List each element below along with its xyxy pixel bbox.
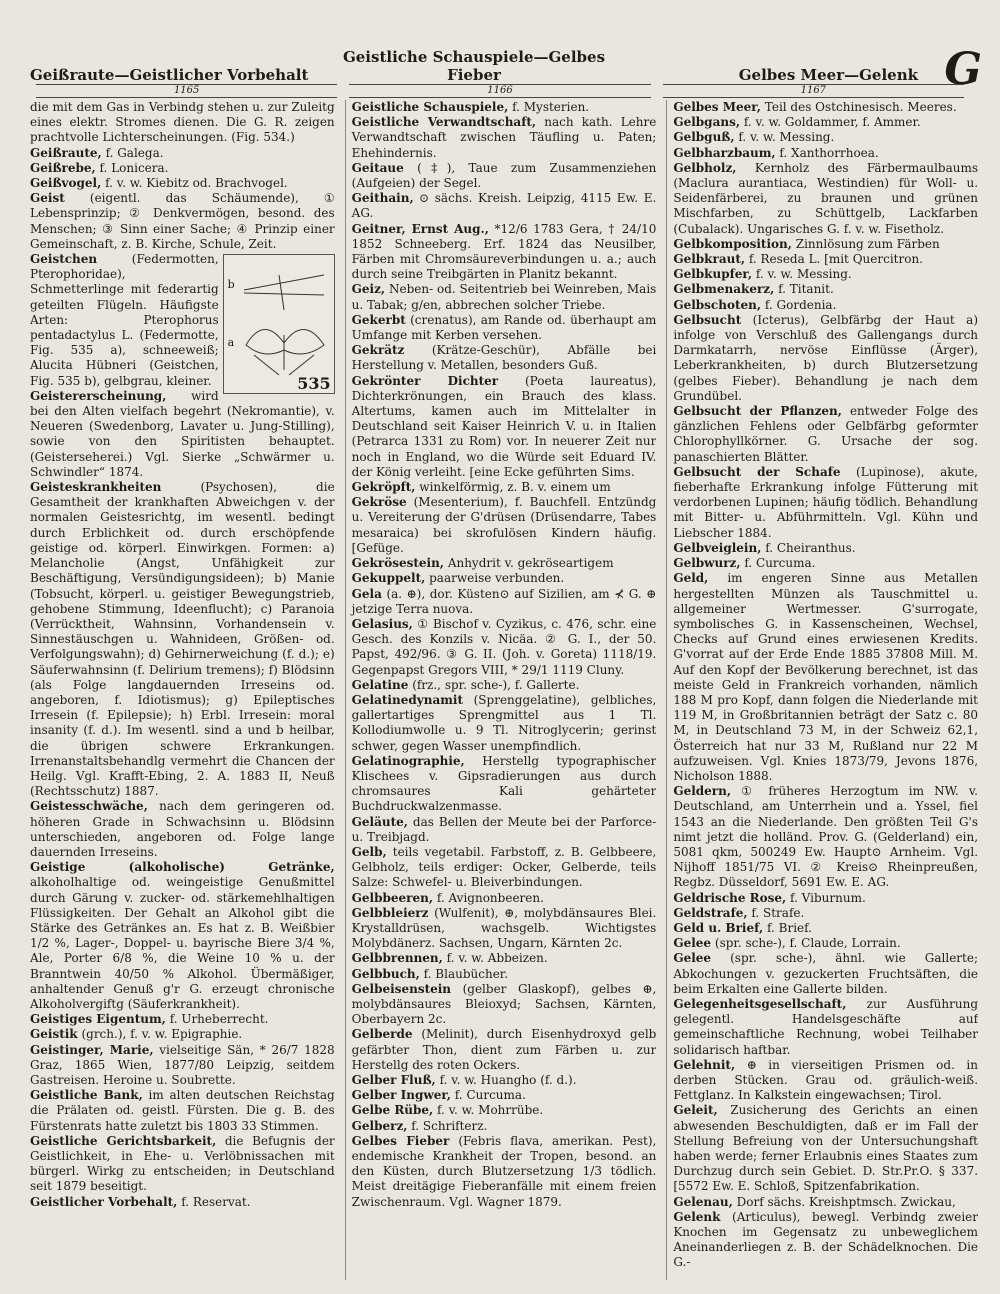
- moth-illustration: [224, 255, 334, 393]
- dictionary-entry: [30, 1043, 335, 1089]
- page-number-left: 1165: [36, 84, 337, 98]
- entry-text: (Sprenggelatine), gelbliches, gallertartiges Sprengmittel aus 1 Tl. Kollodiumwolle u. 9 Tl. Nitroglycerin; gerinst schwer, gegen Wasser unempfindlich.: [351, 692, 657, 753]
- entry-headword: Geißvogel,: [30, 176, 102, 191]
- dictionary-entry: [673, 556, 978, 571]
- entry-text: f. Lonicera.: [99, 160, 169, 175]
- page-number-right: 1167: [663, 84, 964, 98]
- entry-headword: Geistiges Eigentum,: [30, 1012, 166, 1027]
- entry-text: (Icterus), Gelbfärbg der Haut a) infolge von Verschluß des Gallengangs durch Darmkatarrh, nervöse Einflüsse (Ärger), Leberkrankheiten, b) durch Blutzersetzung (gelbes Fieber). Behandlung je nach dem Grundübel.: [673, 312, 979, 403]
- entry-headword: Geitaue: [351, 160, 404, 175]
- entry-text: (a. ⊕), dor. Küsten⊙ auf Sizilien, am ⊀ G. ⊕ jetzige Terra nuova.: [351, 586, 657, 616]
- dictionary-entry: [673, 237, 978, 252]
- figure-number: 535: [297, 373, 331, 393]
- entry-headword: Gelbholz,: [673, 160, 737, 175]
- entry-text: (Wulfenit), ⊕, molybdänsaures Blei. Krystalldrüsen, wachsgelb. Wichtigstes Molybdänerz. Sachsen, Ungarn, Kärnten 2c.: [351, 905, 657, 951]
- entry-headword: Gelbkupfer,: [673, 267, 753, 282]
- dictionary-entry: [673, 1195, 978, 1210]
- dictionary-entry: [673, 1103, 978, 1194]
- entry-text: f. Schrifterz.: [411, 1118, 488, 1133]
- dictionary-entry: [352, 617, 657, 678]
- entry-text: f. v. w. Mohrrübe.: [437, 1103, 544, 1118]
- dictionary-entry: [352, 845, 657, 891]
- entry-headword: Gelbbleierz: [351, 905, 429, 920]
- entry-headword: Gelatinographie,: [351, 753, 465, 768]
- entry-text: vielseitige Sän, * 26/7 1828 Graz, 1865 Wien, 1877/80 Leipzig, seitdem Gastreisen. Heroine u. Soubrette.: [30, 1042, 335, 1087]
- entry-headword: Gelbmenakerz,: [673, 282, 775, 297]
- entry-headword: Gelegenheitsgesellschaft,: [673, 996, 847, 1011]
- entry-text: f. Titanit.: [778, 282, 834, 297]
- entry-headword: Gelbwurz,: [673, 556, 741, 571]
- page-number-rule: [30, 84, 970, 98]
- entry-text: f. Blaubücher.: [423, 966, 509, 981]
- dictionary-entry: [30, 252, 335, 393]
- dictionary-entry: [673, 465, 978, 541]
- entry-headword: Gela: [351, 586, 382, 601]
- entry-headword: Gelehnit,: [673, 1057, 736, 1072]
- entry-headword: Gelbbeeren,: [351, 890, 434, 905]
- entry-text: f. Gordenia.: [764, 297, 837, 312]
- entry-headword: Geistesschwäche,: [30, 799, 148, 814]
- entry-text: f. v. w. Goldammer, f. Ammer.: [743, 115, 921, 130]
- entry-text: (Psychosen), die Gesamtheit der krankhaften Abweichgen v. der normalen Geistesrichtg, im wesentl. bedingt durch Erblichkeit od. durch erschöpfende geistige od. körperl. Einwirkgen. Formen: a) Melancholie (Angst, Unfähigkeit zur Beschäftigung, Versündigungsideen); b) Manie (Tobsucht, körperl. u. geistiger Bewegungstrieb, gehobene Stimmung, Ideenflucht); c) Paranoia (Verrücktheit, Wahnsinn, Vorhandensein v. Sinnestäuschgen u. Wahnideen, Größen- od. Verfolgungswahn); d) Gehirnerweichung (f. d.); e) Säuferwahnsinn (f. Delirium tremens); f) Blödsinn (als Folge langdauernden Irreseins od. angeboren, f. Idiotismus); g) Epileptisches Irresein (f. Epilepsie); h) Erbl. Irresein: moral insanity (f. d.). Im wesentl. sind a und b heilbar, die übrigen schwere Erkrankungen. Irrenanstaltsbehandlg vermehrt die Chancen der Heilg. Vgl. Krafft-Ebing, 2. A. 1883 II, Neuß (Rechtsschutz) 1887.: [30, 480, 335, 799]
- entry-headword: Gelbgans,: [673, 115, 740, 130]
- entry-text: (Articulus), bewegl. Verbindg zweier Knochen im Gegensatz zu unbeweglichem Aneinanderliegen z. B. der Schädelknochen. Die G.-: [673, 1209, 979, 1270]
- entry-text: paarweise verbunden.: [429, 571, 565, 586]
- entry-text: f. Curcuma.: [454, 1088, 526, 1103]
- dictionary-entry: [30, 799, 335, 860]
- entry-headword: Geläute,: [351, 814, 408, 829]
- dictionary-entry: [352, 1027, 657, 1073]
- entry-text: f. Reservat.: [181, 1194, 251, 1209]
- dictionary-entry: [352, 754, 657, 815]
- dictionary-entry: [352, 115, 657, 161]
- entry-headword: Geleit,: [673, 1103, 718, 1118]
- entry-headword: Geistlicher Vorbehalt,: [30, 1194, 178, 1209]
- dictionary-entry: [673, 1210, 978, 1271]
- entry-text: ① Bischof v. Cyzikus, c. 476, schr. eine Gesch. des Konzils v. Nicäa. ② G. I., der 50. Papst, 492/96. ③ G. II. (Joh. v. Goreta) 1118/19. Gegenpapst Gregors VIII, * 29/1 1119 Cluny.: [351, 616, 657, 677]
- dictionary-entry: [352, 1119, 657, 1134]
- entry-text: f. Strafe.: [751, 905, 805, 920]
- entry-text: (grch.), f. v. w. Epigraphie.: [81, 1027, 243, 1042]
- dictionary-entry: [352, 100, 657, 115]
- entry-headword: Gelberde: [351, 1027, 413, 1042]
- entry-headword: Geistliche Bank,: [30, 1088, 143, 1103]
- entry-headword: Gelbsucht der Schafe: [673, 464, 841, 479]
- entry-headword: Geist: [30, 191, 65, 206]
- entry-headword: Geistererscheinung,: [30, 388, 167, 403]
- dictionary-entry: [352, 678, 657, 693]
- entry-text: (Febris flava, amerikan. Pest), endemische Krankheit der Tropen, besond. an den Küsten, durch Blutzersetzung 1/3 tödlich. Meist dreitägige Fieberanfälle mit einem freien Zwischenraum. Vgl. Wagner 1879.: [351, 1133, 657, 1209]
- entry-text: zur Ausführung gelegentl. Handelsgeschäfte auf gemeinschaftliche Rechnung, wobei Teilhaber solidarisch haftbar.: [673, 996, 979, 1057]
- entry-text: wird bei den Alten vielfach begehrt (Nekromantie), v. Neueren (Swedenborg, Lavater u. Jung-Stilling), sowie von den Spiritisten behauptet. (Geisterseherei.) Vgl. Sierke „Schwärmer u. Schwindler“ 1874.: [30, 388, 335, 479]
- entry-text: f. Reseda L. [mit Quercitron.: [748, 252, 923, 267]
- dictionary-entry: [30, 191, 335, 252]
- entry-text: *12/6 1783 Gera, † 24/10 1852 Schneeberg. Erf. 1824 das Neusilber, Färben mit Chromsäureverbindungen u. a.; auch durch seine Treibgärten in Planitz bekannt.: [351, 221, 657, 282]
- entry-headword: Gekröpft,: [351, 480, 416, 495]
- entry-text: f. v. w. Messing.: [755, 267, 852, 282]
- entry-headword: Gelbbuch,: [351, 966, 420, 981]
- entry-headword: Gelbschoten,: [673, 297, 762, 312]
- entry-headword: Gelbes Meer,: [673, 100, 761, 114]
- entry-text: (gelber Glaskopf), gelbes ⊕, molybdänsaures Bleioxyd; Sachsen, Kärnten, Oberbayern 2c.: [351, 981, 657, 1027]
- entry-headword: Gelbguß,: [673, 130, 735, 145]
- entry-headword: Geldrische Rose,: [673, 890, 787, 905]
- entry-headword: Gelatine: [351, 677, 409, 692]
- entry-text: f. Cheiranthus.: [765, 540, 856, 555]
- entry-text: ⊙ sächs. Kreish. Leipzig, 4115 Ew. E. AG.: [351, 191, 657, 221]
- entry-headword: Geißrebe,: [30, 160, 96, 175]
- entry-headword: Geitner, Ernst Aug.,: [351, 221, 489, 236]
- dictionary-entry: [673, 313, 978, 404]
- entry-text: f. Avignonbeeren.: [436, 890, 544, 905]
- entry-headword: Geldstrafe,: [673, 905, 748, 920]
- entry-text: f. v. w. Kiebitz od. Brachvogel.: [105, 176, 288, 191]
- dictionary-entry: [352, 815, 657, 845]
- entry-text: nach dem geringeren od. höheren Grade in Schwachsinn u. Blödsinn unterschieden, angeboren od. Folge lange dauernden Irreseins.: [30, 799, 335, 859]
- entry-text: f. v. w. Messing.: [738, 130, 835, 145]
- dictionary-entry: [30, 100, 335, 146]
- entry-headword: Gekuppelt,: [351, 571, 426, 586]
- entry-text: f. Curcuma.: [744, 556, 816, 571]
- entry-text: (frz., spr. sche-), f. Gallerte.: [412, 677, 580, 692]
- dictionary-entry: [673, 115, 978, 130]
- entry-headword: Geistliche Gerichtsbarkeit,: [30, 1133, 217, 1148]
- entry-text: ① früheres Herzogtum im NW. v. Deutschland, am Unterrhein und a. Yssel, fiel 1543 an die Niederlande. Den größten Teil G's nimt jetzt die holländ. Prov. G. (Gelderland) ein, 5081 qkm, 500249 Ew. Haupt⊙ Arnheim. Vgl. Nijhoff 1851/75 VI. ② Kreis⊙ Rheinpreußen, Regbz. Düsseldorf, 5691 Ew. E. AG.: [673, 784, 979, 890]
- dictionary-entry: [30, 1195, 335, 1210]
- figure-label-b: b: [227, 278, 235, 292]
- dictionary-entry: [30, 1134, 335, 1195]
- entry-text: ⊕ in vierseitigen Prismen od. in derben Stücken. Grau od. gräulich-weiß. Fettglanz. In Kalkstein eingewachsen; Tirol.: [673, 1057, 979, 1103]
- entry-text: (Mesenterium), f. Bauchfell. Entzündg u. Vereiterung der G'drüsen (Drüsendarre, Tabes mesaraica) bei skrofulösen Kindern häufig. [Gefüge.: [351, 495, 657, 555]
- entry-headword: Gelenau,: [673, 1194, 733, 1209]
- entry-headword: Geldern,: [673, 784, 732, 799]
- entry-headword: Gelee: [673, 951, 712, 966]
- column-middle: [345, 100, 657, 1280]
- dictionary-entry: [30, 1088, 335, 1134]
- entry-text: f. Urheberrecht.: [169, 1012, 269, 1027]
- entry-text: f. Mysterien.: [512, 100, 590, 114]
- dictionary-entry: [673, 936, 978, 951]
- entry-headword: Geithain,: [351, 191, 414, 206]
- header-center: Geistliche Schauspiele—Gelbes Fieber: [342, 48, 606, 84]
- dictionary-entry: [352, 693, 657, 754]
- entry-text: f. Galega.: [105, 145, 164, 160]
- entry-text: (Lupinose), akute, fieberhafte Erkrankung infolge Fütterung mit verdorbenen Lupinen; häufig tödlich. Behandlung mit Bitter- u. Abführmitteln. Vgl. Kühn und Liebscher 1884.: [673, 464, 979, 540]
- entry-text: (spr. sche-), f. Claude, Lorrain.: [714, 936, 901, 951]
- dictionary-entry: [673, 252, 978, 267]
- figure-label-a: a: [227, 336, 235, 350]
- dictionary-entry: [673, 282, 978, 297]
- entry-headword: Geistchen: [30, 252, 98, 267]
- dictionary-entry: [352, 161, 657, 191]
- entry-headword: Gelenk: [673, 1209, 721, 1224]
- entry-text: Teil des Ostchinesisch. Meeres.: [764, 100, 957, 114]
- page-number-center: 1166: [349, 84, 650, 98]
- entry-text: f. Brief.: [767, 920, 812, 935]
- dictionary-entry: [30, 161, 335, 176]
- entry-text: Zinnlösung zum Färben: [795, 236, 940, 251]
- entry-headword: Gekrösestein,: [351, 556, 444, 571]
- dictionary-entry: [352, 967, 657, 982]
- dictionary-entry: [352, 374, 657, 480]
- entry-text: (Melinit), durch Eisenhydroxyd gelb gefärbter Thon, dient zum Färben u. zur Herstellg des roten Ockers.: [351, 1027, 657, 1072]
- entry-text: im alten deutschen Reichstag die Prälaten od. geistl. Fürsten. Die g. B. des Fürstenrats hatte zuletzt bis 1803 33 Stimmen.: [30, 1088, 335, 1133]
- entry-headword: Geistige (alkoholische) Getränke,: [30, 860, 335, 875]
- entry-text: Dorf sächs. Kreishptmsch. Zwickau,: [736, 1194, 956, 1209]
- dictionary-entry: [352, 1103, 657, 1118]
- dictionary-entry: [352, 495, 657, 556]
- dictionary-entry: [352, 343, 657, 373]
- entry-text: entweder Folge des gänzlichen Fehlens oder Gelbfärbg geformter Chlorophyllkörner. G. Ursache der sog. panaschierten Blätter.: [673, 404, 979, 464]
- dictionary-entry: [673, 267, 978, 282]
- section-letter: G: [944, 44, 982, 95]
- moth-figure: [223, 254, 335, 394]
- entry-text: Kernholz des Färbermaulbaums (Maclura aurantiaca, Westindien) für Woll- u. Seidenfärberei, zu braunen und grünen Mischfarben, zu Schüttgelb, Lackfarben (Cubalack). Ungarisches G. f. v. w. Fisetholz.: [673, 160, 979, 236]
- dictionary-entry: [673, 130, 978, 145]
- entry-text: die mit dem Gas in Verbindg stehen u. zur Zuleitg eines elektr. Stromes dienen. Die G. R. zeigen prachtvolle Lichterscheinungen. (Fig. 534.): [30, 100, 335, 145]
- entry-text: f. Viburnum.: [790, 890, 866, 905]
- dictionary-entry: [30, 389, 335, 480]
- dictionary-entry: [352, 480, 657, 495]
- entry-headword: Gelatinedynamit: [351, 692, 464, 707]
- entry-text: die Befugnis der Geistlichkeit, in Ehe- u. Verlöbnissachen mit bürgerl. Wirkg zu entscheiden; in Deutschland seit 1879 beseitigt.: [30, 1133, 335, 1194]
- dictionary-entry: [352, 587, 657, 617]
- entry-headword: Gelbbrennen,: [351, 951, 443, 966]
- dictionary-entry: [673, 404, 978, 465]
- dictionary-entry: [673, 571, 978, 784]
- entry-headword: Geiz,: [351, 282, 386, 297]
- dictionary-entry: [673, 784, 978, 890]
- header-left: Geißraute—Geistlicher Vorbehalt: [30, 66, 309, 84]
- entry-headword: Gelber Ingwer,: [351, 1088, 451, 1103]
- dictionary-entry: [673, 541, 978, 556]
- dictionary-entry: [673, 298, 978, 313]
- entry-headword: Geißraute,: [30, 145, 102, 160]
- entry-headword: Gekrönter Dichter: [351, 373, 499, 388]
- entry-headword: Gelbeisenstein: [351, 981, 452, 996]
- entry-text: Herstellg typographischer Klischees v. Gipsradierungen aus durch chromsaures Kali gehärteter Buchdruckwalzenmasse.: [351, 753, 657, 814]
- dictionary-entry: [352, 282, 657, 312]
- dictionary-entry: [352, 222, 657, 283]
- entry-headword: Gelberz,: [351, 1118, 408, 1133]
- dictionary-entry: [352, 1134, 657, 1210]
- dictionary-entry: [352, 556, 657, 571]
- entry-text: Zusicherung des Gerichts an einen abwesenden Beschuldigten, daß er im Fall der Stellung Befreiung von der Untersuchungshaft haben werde; ferner Erlaubnis eines Staates zum Durchzug durch sein Gebiet. D. Str.Pr.O. § 337. [5572 Ew. E. Schloß, Spitzenfabrikation.: [673, 1103, 979, 1194]
- entry-headword: Gelbes Fieber: [351, 1133, 450, 1148]
- entry-headword: Gelbkraut,: [673, 252, 746, 267]
- entry-text: (crenatus), am Rande od. überhaupt am Umfange mit Kerben versehen.: [351, 312, 657, 343]
- dictionary-entry: [352, 571, 657, 586]
- entry-text: im engeren Sinne aus Metallen hergestellten Münzen als Tauschmittel u. allgemeiner Wertmesser. G'surrogate, symbolisches G. in Kassenscheinen, Wechsel, Checks auf Grund eines erwiesenen Kredits. G'vorrat auf der Erde Ende 1885 37808 Mill. M. Auf den Kopf der Bevölkerung berechnet, ist das meiste Geld in Frankreich vorhanden, nämlich 188 M pro Kopf, dann folgen die Niederlande mit 119 M, in Großbritannien beträgt der Satz c. 80 M, in Deutschland 73 M, in der Schweiz 62,1, Österreich hat nur 33 M, Rußland nur 22 M aufzuweisen. Vgl. Knies 1873/79, Jevons 1876, Nicholson 1888.: [673, 571, 979, 783]
- dictionary-entry: [30, 146, 335, 161]
- entry-headword: Geistliche Verwandtschaft,: [351, 115, 537, 130]
- entry-text: teils vegetabil. Farbstoff, z. B. Gelbbeere, Gelbholz, teils erdiger: Ocker, Gelberde, teils Salze: Schwefel- u. Bleiverbindungen.: [351, 844, 657, 890]
- entry-headword: Gekerbt: [351, 312, 406, 327]
- dictionary-entry: [352, 906, 657, 952]
- entry-text: Neben- od. Seitentrieb bei Weinreben, Mais u. Tabak; g/en, abbrechen solcher Triebe.: [351, 282, 657, 312]
- entry-headword: Geistinger, Marie,: [30, 1042, 154, 1057]
- running-header: [30, 48, 970, 84]
- dictionary-entry: [352, 313, 657, 343]
- entry-headword: Gelbveiglein,: [673, 540, 762, 555]
- entry-headword: Gelbsucht der Pflanzen,: [673, 404, 842, 419]
- dictionary-entry: [30, 860, 335, 1012]
- dictionary-entry: [30, 176, 335, 191]
- dictionary-entry: [352, 191, 657, 221]
- entry-headword: Gelb,: [351, 844, 387, 859]
- entry-text: (eigentl. das Schäumende), ① Lebensprinzip; ② Denkvermögen, besond. des Menschen; ③ Sinn einer Sache; ④ Prinzip einer Gemeinschaft, z. B. Kirche, Schule, Zeit.: [30, 191, 335, 251]
- dictionary-entry: [673, 951, 978, 997]
- dictionary-entry: [30, 480, 335, 799]
- entry-text: f. Xanthorrhoea.: [779, 145, 879, 160]
- entry-headword: Gelbharzbaum,: [673, 145, 776, 160]
- entry-headword: Geistik: [30, 1027, 78, 1042]
- entry-headword: Geld u. Brief,: [673, 920, 764, 935]
- columns: [30, 100, 978, 1280]
- dictionary-entry: [673, 906, 978, 921]
- entry-text: Anhydrit v. gekröseartigem: [447, 556, 614, 571]
- entry-text: (Poeta laureatus), Dichterkrönungen, ein Brauch des klass. Altertums, kamen auch im Mittelalter in Deutschland seit Kaiser Heinrich V. u. in Italien (Petrarca 1331 zu Rom) vor. In neuerer Zeit nur noch in England, wo die Würde seit Eduard IV. der König verleiht. [eine Ecke geführten Sims.: [351, 373, 657, 479]
- entry-text: winkelförmig, z. B. v. einem um: [419, 480, 611, 495]
- entry-headword: Geistliche Schauspiele,: [351, 100, 509, 114]
- dictionary-entry: [352, 891, 657, 906]
- dictionary-entry: [352, 951, 657, 966]
- dictionary-entry: [673, 921, 978, 936]
- dictionary-entry: [673, 891, 978, 906]
- entry-headword: Gelbe Rübe,: [351, 1103, 434, 1118]
- entry-text: alkoholhaltige od. weingeistige Genußmittel durch Gärung v. zucker- od. stärkemehlhaltigen Flüssigkeiten. Der Gehalt an Alkohol gibt die Stärke des Getränkes an. Es hat z. B. Weißbier 1/2 %, Lager-, Doppel- u. bayrische Biere 3/4 %, Ale, Porter 6/8 %, die Weine 10 % u. der Branntwein 40/50 % Alkohol. Übermäßiger, anhaltender Genuß g'r G. erzeugt chronische Alkoholvergiftg (Säuferkrankheit).: [30, 875, 335, 1011]
- dictionary-entry: [673, 146, 978, 161]
- dictionary-entry: [673, 997, 978, 1058]
- entry-headword: Gekröse: [351, 495, 407, 510]
- entry-text: das Bellen der Meute bei der Parforce- u. Treibjagd.: [351, 814, 657, 844]
- entry-text: (spr. sche-), ähnl. wie Gallerte; Abkochungen v. gezuckerten Fruchtsäften, die beim Erkalten eine Gallerte bilden.: [673, 951, 979, 996]
- dictionary-entry: [673, 1058, 978, 1104]
- header-right: Gelbes Meer—Gelenk: [738, 66, 918, 84]
- entry-text: f. v. w. Abbeizen.: [446, 951, 548, 966]
- dictionary-entry: [30, 1012, 335, 1027]
- dictionary-entry: [30, 1027, 335, 1042]
- entry-text: (‡), Taue zum Zusammenziehen (Aufgeien) der Segel.: [351, 160, 657, 191]
- dictionary-entry: [673, 161, 978, 237]
- dictionary-entry: [352, 1073, 657, 1088]
- entry-text: (Federmotten, Pterophoridae), Schmetterlinge mit federartig geteilten Flügeln. Häufigste Arten: Pterophorus pentadactylus L. (Federmotte, Fig. 535 a), schneeweiß; Alucita Hübneri (Geistchen, Fig. 535 b), gelbgrau, kleiner.: [30, 252, 219, 388]
- entry-headword: Gelber Fluß,: [351, 1073, 436, 1087]
- entry-headword: Gelbsucht: [673, 312, 742, 327]
- entry-headword: Geld,: [673, 571, 709, 586]
- dictionary-entry: [352, 982, 657, 1028]
- entry-headword: Gelbkomposition,: [673, 236, 792, 251]
- dictionary-entry: [352, 1088, 657, 1103]
- dictionary-entry: [673, 100, 978, 115]
- entry-text: f. v. w. Huangho (f. d.).: [439, 1073, 577, 1087]
- entry-headword: Gelee: [673, 936, 712, 951]
- entry-text: (Krätze-Geschür), Abfälle bei Herstellung v. Metallen, besonders Guß.: [351, 343, 657, 373]
- column-left: [30, 100, 335, 1280]
- entry-headword: Gekrätz: [351, 343, 405, 358]
- column-right: [666, 100, 978, 1280]
- entry-headword: Gelasius,: [351, 616, 413, 631]
- entry-headword: Geisteskrankheiten: [30, 480, 162, 495]
- entry-text: nach kath. Lehre Verwandtschaft zwischen Täufling u. Paten; Ehehindernis.: [351, 115, 657, 160]
